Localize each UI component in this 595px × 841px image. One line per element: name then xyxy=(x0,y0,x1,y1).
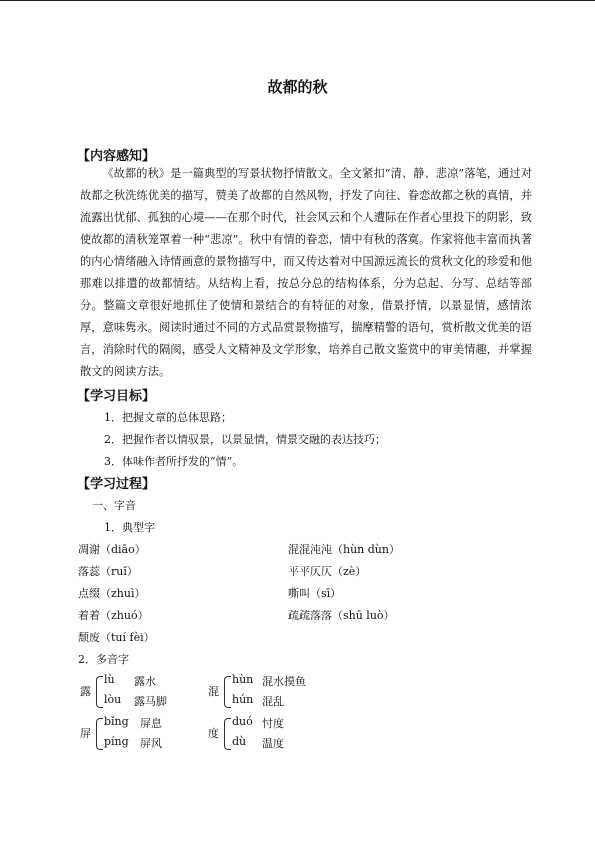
typical-char: 疏疏落落（shū luò） xyxy=(288,609,395,622)
part-heading: 一、字音 xyxy=(92,499,136,512)
typical-char: 颓废（tuí fèi） xyxy=(78,631,155,644)
typical-char: 点缀（zhuì） xyxy=(78,587,146,600)
heading-goals: 【学习目标】 xyxy=(77,389,156,404)
typical-char: 落蕊（ruǐ） xyxy=(78,565,138,578)
page-title: 故都的秋 xyxy=(267,78,328,96)
brace-mark xyxy=(96,718,103,750)
poly-pinyin: hún xyxy=(232,693,254,706)
typical-char: 着着（zhuó） xyxy=(78,609,149,622)
typical-char: 嘶叫（sī） xyxy=(288,587,342,600)
goal-item: 2．把握作者以情驭景，以景显情，情景交融的表达技巧； xyxy=(104,433,386,446)
goal-item: 1．把握文章的总体思路； xyxy=(104,411,232,424)
poly-word: 混乱 xyxy=(262,695,284,708)
poly-word: 露水 xyxy=(134,675,156,688)
poly-char: 露 xyxy=(80,685,91,698)
poly-char: 度 xyxy=(208,727,219,740)
typical-char: 混混沌沌（hùn dùn） xyxy=(288,543,400,556)
poly-word: 混水摸鱼 xyxy=(262,675,306,688)
poly-word: 露马脚 xyxy=(134,695,167,708)
heading-process: 【学习过程】 xyxy=(77,477,156,492)
poly-word: 屏风 xyxy=(140,737,162,750)
brace-mark xyxy=(224,676,231,708)
poly-pinyin: dù xyxy=(232,735,247,748)
poly-char: 混 xyxy=(208,685,219,698)
poly-word: 忖度 xyxy=(262,717,284,730)
heading-content: 【内容感知】 xyxy=(77,149,156,164)
poly-char: 屏 xyxy=(80,727,91,740)
page-top-rule xyxy=(0,0,595,1)
sub-heading: 1．典型字 xyxy=(104,521,155,534)
typical-char: 凋谢（diāo） xyxy=(78,543,146,556)
sub-heading: 2．多音字 xyxy=(78,653,129,666)
poly-pinyin: lù xyxy=(104,673,115,686)
typical-char: 平平仄仄（zè） xyxy=(288,565,367,578)
goal-item: 3．体味作者所抒发的“情”。 xyxy=(104,455,244,468)
poly-pinyin: bǐng xyxy=(104,715,129,728)
brace-mark xyxy=(224,718,231,750)
poly-pinyin: píng xyxy=(104,735,129,748)
poly-pinyin: duó xyxy=(232,715,253,728)
content-paragraph: 《故都的秋》是一篇典型的写景状物抒情散文。全文紧扣“清、静、悲凉”落笔，通过对故都之秋洗练优美的描写，赞美了故都的自然风物，抒发了向往、眷恋故都之秋的真情，并流露出忧郁、孤独的心境——在那个时代，社会风云和个人遭际在作者心里投下的阴影，致使故都的清秋笼罩着一种“悲凉”。秋中有情的眷恋，情中有秋的落寞。作家将他丰富而执著的内心情绪融入诗情画意的景物描写中，而又传达着对中国源远流长的赏秋文化的珍爱和他那难以排遣的故都情结。从结构上看，按总分总的结构体系，分为总起、分写、总结等部分。整篇文章很好地抓住了使情和景结合的有特征的对象，借景抒情，以景显情，感情浓厚，意味隽永。阅读时通过不同的方式品赏景物描写，揣摩精警的语句，赏析散文优美的语言，消除时代的隔阂，感受人文精神及文学形象，培养自己散文鉴赏中的审美情趣，并掌握散文的阅读方法。 xyxy=(80,167,532,378)
poly-word: 温度 xyxy=(262,737,284,750)
poly-pinyin: lòu xyxy=(104,693,122,706)
brace-mark xyxy=(96,676,103,708)
poly-word: 屏息 xyxy=(140,717,162,730)
poly-pinyin: hùn xyxy=(232,673,254,686)
